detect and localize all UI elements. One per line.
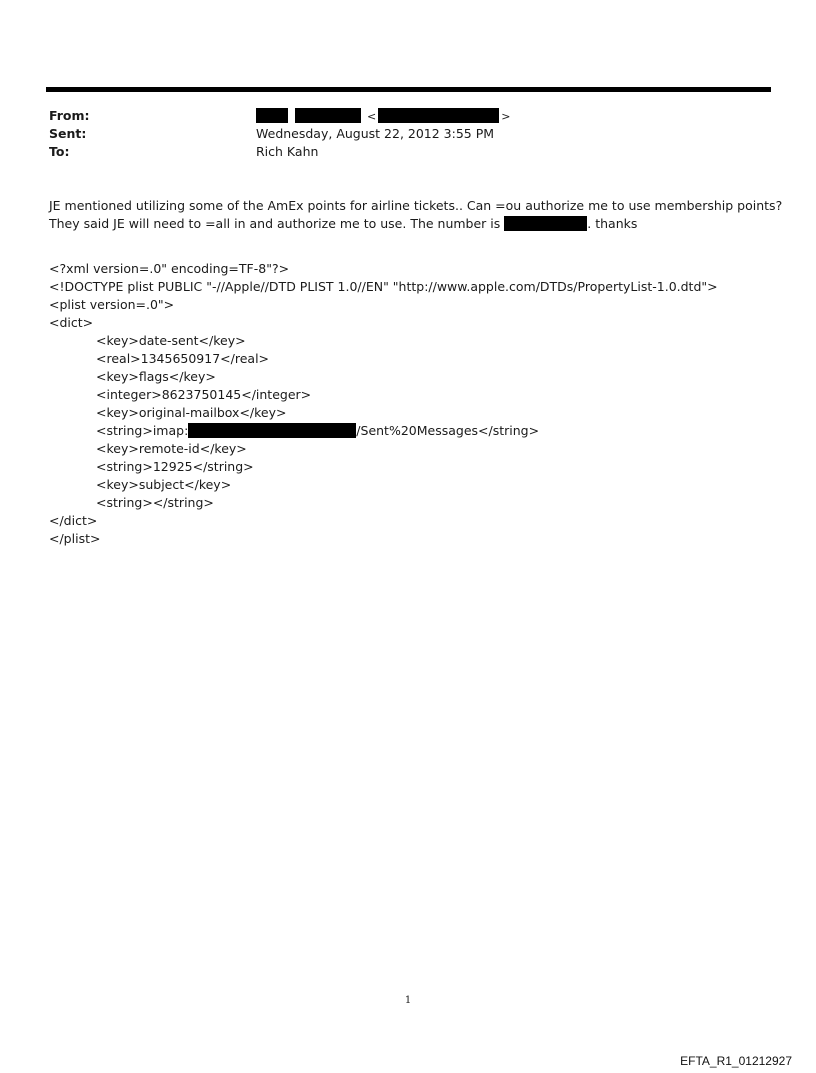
key-subject: <key>subject</key> — [96, 477, 232, 492]
from-label: From: — [49, 108, 90, 123]
sent-label: Sent: — [49, 126, 87, 141]
from-lt: < — [366, 110, 377, 123]
to-label: To: — [49, 144, 70, 159]
sent-value: Wednesday, August 22, 2012 3:55 PM — [256, 126, 495, 141]
key-original-mailbox: <key>original-mailbox</key> — [96, 405, 287, 420]
to-row — [49, 143, 769, 161]
value-subject: <string></string> — [96, 495, 214, 510]
plist-open: <plist version=.0"> — [49, 297, 175, 312]
value-date-sent: <real>1345650917</real> — [96, 351, 270, 366]
mailbox-after: /Sent%20Messages</string> — [356, 423, 540, 438]
redaction-block — [188, 423, 356, 438]
from-row — [49, 107, 769, 125]
mailbox-before: <string>imap: — [96, 423, 189, 438]
dict-open: <dict> — [49, 315, 94, 330]
key-remote-id: <key>remote-id</key> — [96, 441, 247, 456]
value-flags: <integer>8623750145</integer> — [96, 387, 312, 402]
dict-close: </dict> — [49, 513, 98, 528]
header-rule — [46, 87, 771, 92]
to-value: Rich Kahn — [256, 144, 319, 159]
redaction-block — [504, 216, 587, 231]
email-header — [49, 107, 769, 161]
page-number: 1 — [404, 995, 412, 1006]
xml-doctype: <!DOCTYPE plist PUBLIC "-//Apple//DTD PLIST 1.0//EN" "http://www.apple.com/DTDs/PropertyList-1.0.dtd"> — [49, 279, 718, 294]
message-line-2-before: They said JE will need to =all in and authorize me to use. The number is — [49, 216, 505, 231]
redaction-block — [378, 108, 499, 123]
document-id: EFTA_R1_01212927 — [680, 1054, 792, 1068]
value-original-mailbox — [49, 422, 779, 440]
redaction-block — [256, 108, 288, 123]
plist-xml — [49, 260, 779, 548]
from-value — [256, 107, 512, 126]
message-line-2-after: . thanks — [587, 216, 638, 231]
message-line-1: JE mentioned utilizing some of the AmEx points for airline tickets.. Can =ou authorize me to use membership points? — [49, 198, 783, 213]
message-body — [49, 197, 783, 233]
key-date-sent: <key>date-sent</key> — [96, 333, 246, 348]
key-flags: <key>flags</key> — [96, 369, 216, 384]
plist-close: </plist> — [49, 531, 101, 546]
message-line-2 — [49, 215, 779, 233]
redaction-block — [295, 108, 361, 123]
from-gt: > — [501, 110, 511, 123]
value-remote-id: <string>12925</string> — [96, 459, 254, 474]
sent-row — [49, 125, 769, 143]
xml-declaration: <?xml version=.0" encoding=TF-8"?> — [49, 261, 290, 276]
